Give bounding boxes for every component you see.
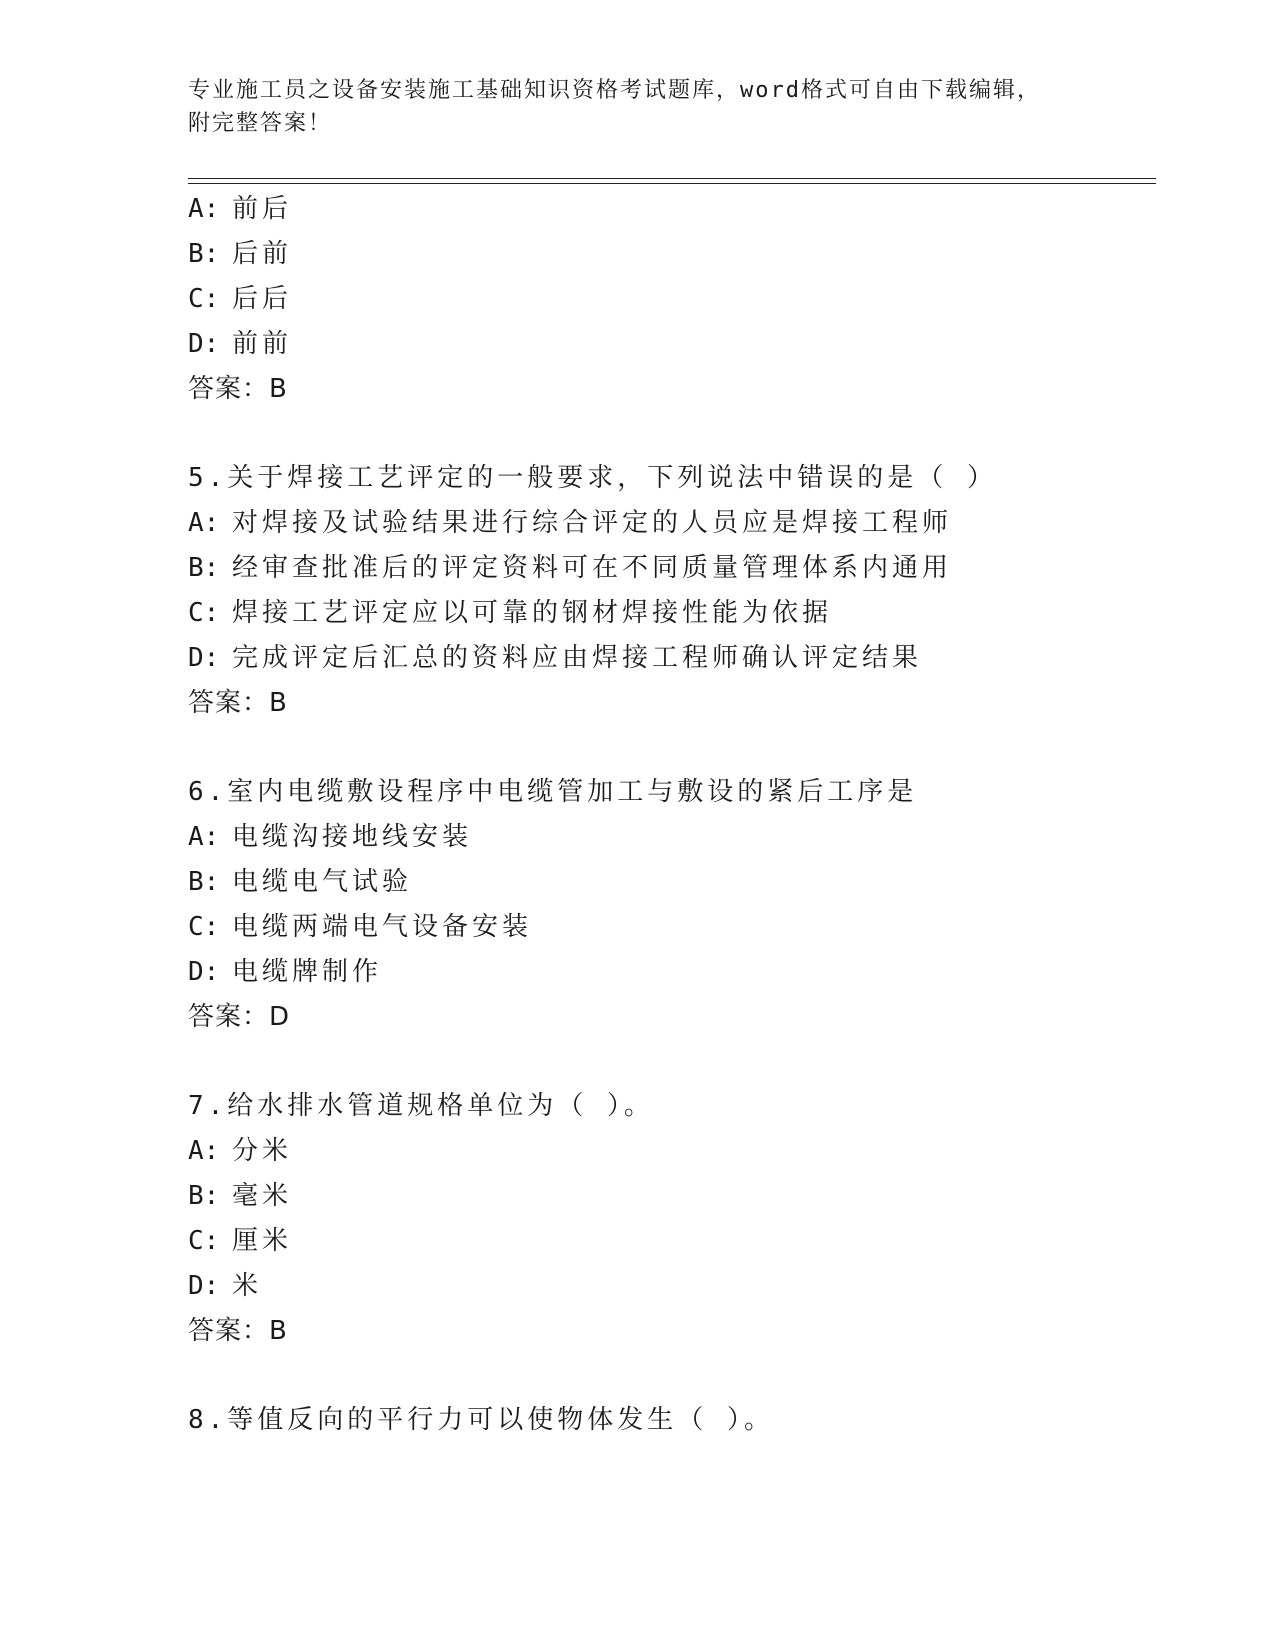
q7-answer: 答案：B bbox=[188, 1316, 288, 1346]
option-label: C: bbox=[188, 598, 220, 628]
q5-option-b bbox=[188, 551, 952, 585]
option-label: C: bbox=[188, 284, 220, 314]
q6-option-d bbox=[188, 955, 382, 989]
header-line-1: 专业施工员之设备安装施工基础知识资格考试题库，word格式可自由下载编辑， bbox=[188, 78, 1041, 103]
q5-option-a bbox=[188, 506, 952, 540]
q7-option-a bbox=[188, 1134, 292, 1168]
header-line-2: 附完整答案！ bbox=[188, 111, 333, 136]
option-label: B: bbox=[188, 1181, 220, 1211]
option-text: 焊接工艺评定应以可靠的钢材焊接性能为依据 bbox=[232, 598, 833, 628]
option-text: 完成评定后汇总的资料应由焊接工程师确认评定结果 bbox=[232, 643, 923, 673]
option-label: B: bbox=[188, 553, 220, 583]
q6-question: 6.室内电缆敷设程序中电缆管加工与敷设的紧后工序是 bbox=[188, 777, 918, 807]
q7-option-b bbox=[188, 1179, 292, 1213]
q6-option-b bbox=[188, 865, 412, 899]
option-label: B: bbox=[188, 239, 220, 269]
q6-option-a bbox=[188, 820, 472, 854]
option-text: 电缆电气试验 bbox=[232, 867, 413, 897]
q5-answer: 答案：B bbox=[188, 688, 288, 718]
q4-option-d bbox=[188, 327, 292, 361]
header-divider-top bbox=[188, 178, 1156, 179]
option-label: B: bbox=[188, 867, 220, 897]
option-text: 电缆沟接地线安装 bbox=[232, 822, 473, 852]
option-text: 分米 bbox=[232, 1136, 293, 1166]
option-label: D: bbox=[188, 329, 220, 359]
q7-question: 7.给水排水管道规格单位为（ ）。 bbox=[188, 1091, 654, 1121]
option-label: D: bbox=[188, 957, 220, 987]
q7-option-d bbox=[188, 1269, 262, 1303]
document-header bbox=[188, 74, 1088, 140]
q5-question: 5.关于焊接工艺评定的一般要求，下列说法中错误的是（ ） bbox=[188, 463, 997, 493]
header-divider-bottom bbox=[188, 183, 1156, 184]
option-label: A: bbox=[188, 508, 220, 538]
option-text: 米 bbox=[232, 1271, 263, 1301]
q6-option-c bbox=[188, 910, 532, 944]
q4-option-a bbox=[188, 192, 292, 226]
option-text: 电缆两端电气设备安装 bbox=[232, 912, 533, 942]
option-text: 经审查批准后的评定资料可在不同质量管理体系内通用 bbox=[232, 553, 953, 583]
option-text: 毫米 bbox=[232, 1181, 293, 1211]
option-text: 前前 bbox=[232, 329, 293, 359]
option-text: 后后 bbox=[232, 284, 293, 314]
option-text: 前后 bbox=[232, 194, 293, 224]
option-label: D: bbox=[188, 1271, 220, 1301]
option-text: 对焊接及试验结果进行综合评定的人员应是焊接工程师 bbox=[232, 508, 953, 538]
option-text: 后前 bbox=[232, 239, 293, 269]
q4-answer: 答案：B bbox=[188, 374, 288, 404]
q4-option-c bbox=[188, 282, 292, 316]
q6-answer: 答案：D bbox=[188, 1002, 291, 1032]
option-label: D: bbox=[188, 643, 220, 673]
q4-option-b bbox=[188, 237, 292, 271]
option-label: C: bbox=[188, 1226, 220, 1256]
q7-option-c bbox=[188, 1224, 292, 1258]
option-text: 电缆牌制作 bbox=[232, 957, 383, 987]
q5-option-c bbox=[188, 596, 832, 630]
option-label: A: bbox=[188, 822, 220, 852]
option-label: C: bbox=[188, 912, 220, 942]
q5-option-d bbox=[188, 641, 922, 675]
option-text: 厘米 bbox=[232, 1226, 293, 1256]
option-label: A: bbox=[188, 194, 220, 224]
option-label: A: bbox=[188, 1136, 220, 1166]
q8-question: 8.等值反向的平行力可以使物体发生（ ）。 bbox=[188, 1405, 774, 1435]
